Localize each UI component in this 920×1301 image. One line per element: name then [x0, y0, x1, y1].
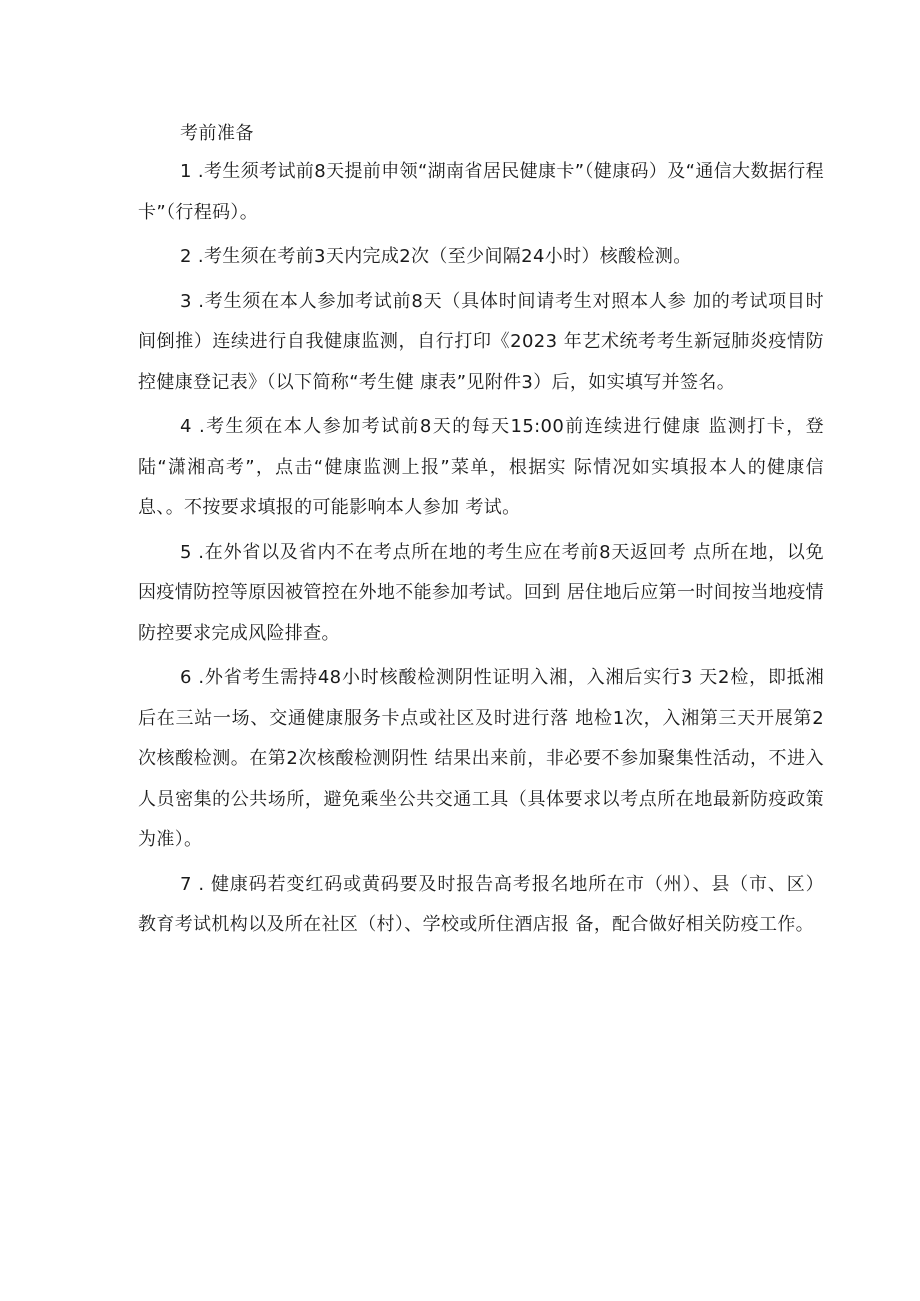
- list-item-3: 3 .考生须在本人参加考试前8天（具体时间请考生对照本人参 加的考试项目时间倒推）连续进行自我健康监测，自行打印《2023 年艺术统考考生新冠肺炎疫情防控健康登记表》（以下简称“考生健 康表”见附件3）后，如实填写并签名。: [138, 290, 824, 393]
- list-item-4: 4 .考生须在本人参加考试前8天的每天15:00前连续进行健康 监测打卡，登陆“潇湘高考”，点击“健康监测上报”菜单，根据实 际情况如实填报本人的健康信息、。不按要求填报的可能影响本人参加 考试。: [138, 416, 824, 518]
- list-item-1: 1 .考生须考试前8天提前申领“湖南省居民健康卡”（健康码）及“通信大数据行程卡”（行程码）。: [138, 161, 824, 223]
- list-item-2: 2 .考生须在考前3天内完成2次（至少间隔24小时）核酸检测。: [180, 246, 692, 267]
- list-item-5: 5 .在外省以及省内不在考点所在地的考生应在考前8天返回考 点所在地，以免因疫情防控等原因被管控在外地不能参加考试。回到 居住地后应第一时间按当地疫情防控要求完成风险排查。: [138, 541, 824, 644]
- document-body: [138, 116, 824, 946]
- list-item-6: 6 .外省考生需持48小时核酸检测阴性证明入湘，入湘后实行3 天2检，即抵湘后在三站一场、交通健康服务卡点或社区及时进行落 地检1次，入湘第三天开展第2次核酸检测。在第2次核酸检测阴性 结果出来前，非必要不参加聚集性活动，不进入人员密集的公共场所，避免乘坐公共交通工具（具体要求以考点所在地最新防疫政策为准）。: [138, 667, 824, 850]
- list-item-7: 7 . 健康码若变红码或黄码要及时报告高考报名地所在市（州）、县（市、区）教育考试机构以及所在社区（村）、学校或所住酒店报 备，配合做好相关防疫工作。: [138, 873, 824, 935]
- section-heading: 考前准备: [180, 123, 254, 144]
